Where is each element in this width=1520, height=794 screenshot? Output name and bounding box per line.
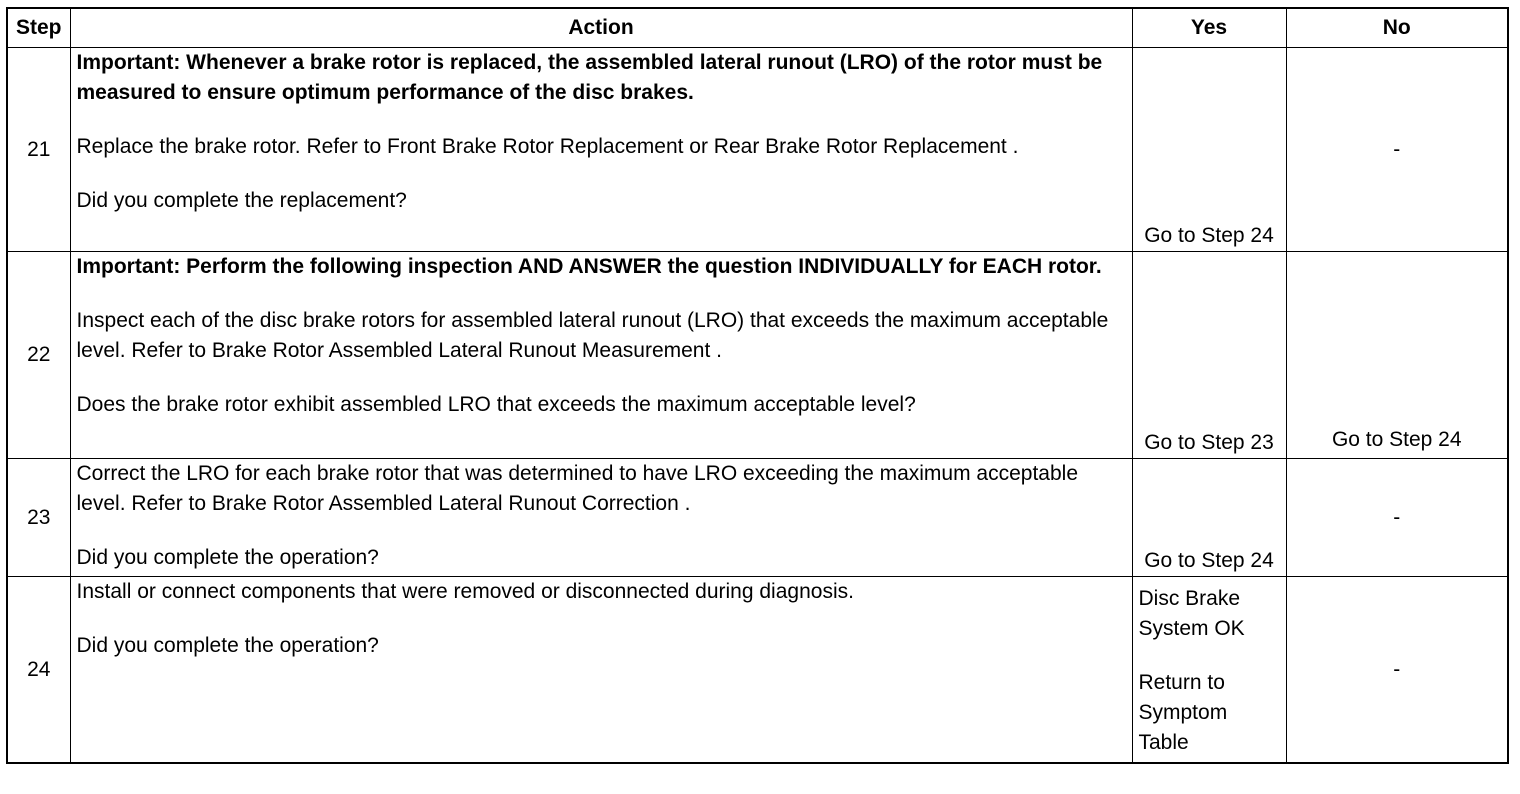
instruction-text: Install or connect components that were removed or disconnected during diagnosis. (76, 580, 854, 603)
header-no: No (1286, 8, 1508, 48)
diagnostic-table (6, 7, 1509, 764)
important-label: Important: (76, 255, 181, 278)
action-cell (70, 577, 1132, 764)
action-cell (70, 48, 1132, 252)
table-row (7, 252, 1508, 459)
header-action: Action (70, 8, 1132, 48)
table-row (7, 577, 1508, 764)
question-text: Did you complete the operation? (76, 634, 379, 657)
yes-cell (1132, 577, 1286, 764)
yes-link[interactable]: Go to Step 24 (1132, 459, 1286, 577)
header-row (7, 8, 1508, 48)
step-number: 23 (7, 459, 70, 577)
important-text: Perform the following inspection AND ANSWER the question INDIVIDUALLY for EACH rotor. (186, 255, 1102, 278)
table-row (7, 48, 1508, 252)
yes-link-symptom-table[interactable]: Return to Symptom Table (1138, 671, 1228, 754)
step-number: 21 (7, 48, 70, 252)
no-link[interactable]: Go to Step 24 (1286, 252, 1508, 459)
important-label: Important: (76, 51, 181, 74)
step-number: 22 (7, 252, 70, 459)
action-cell (70, 252, 1132, 459)
instruction-text: Correct the LRO for each brake rotor that was determined to have LRO exceeding the maximum acceptable level. Refer to Brake Rotor Assembled Lateral Runout Correction . (76, 462, 1078, 515)
no-value: - (1286, 48, 1508, 252)
important-note (77, 252, 1126, 282)
action-cell (70, 459, 1132, 577)
important-text: Whenever a brake rotor is replaced, the assembled lateral runout (LRO) of the rotor must be measured to ensure optimum performance of the disc brakes. (76, 51, 1103, 104)
header-step: Step (7, 8, 70, 48)
instruction-text: Inspect each of the disc brake rotors for assembled lateral runout (LRO) that exceeds the maximum acceptable level. Refer to Brake Rotor Assembled Lateral Runout Measurement . (76, 309, 1109, 362)
question-text: Does the brake rotor exhibit assembled LRO that exceeds the maximum acceptable level? (76, 393, 916, 416)
no-value: - (1286, 577, 1508, 764)
yes-link[interactable]: Go to Step 23 (1132, 252, 1286, 459)
no-value: - (1286, 459, 1508, 577)
step-number: 24 (7, 577, 70, 764)
header-yes: Yes (1132, 8, 1286, 48)
instruction-text: Replace the brake rotor. Refer to Front Brake Rotor Replacement or Rear Brake Rotor Replacement . (76, 135, 1019, 158)
question-text: Did you complete the replacement? (76, 189, 407, 212)
question-text: Did you complete the operation? (76, 546, 379, 569)
table-row (7, 459, 1508, 577)
important-note (77, 48, 1126, 108)
yes-link[interactable]: Go to Step 24 (1132, 48, 1286, 252)
yes-result-ok: Disc Brake System OK (1138, 587, 1245, 640)
